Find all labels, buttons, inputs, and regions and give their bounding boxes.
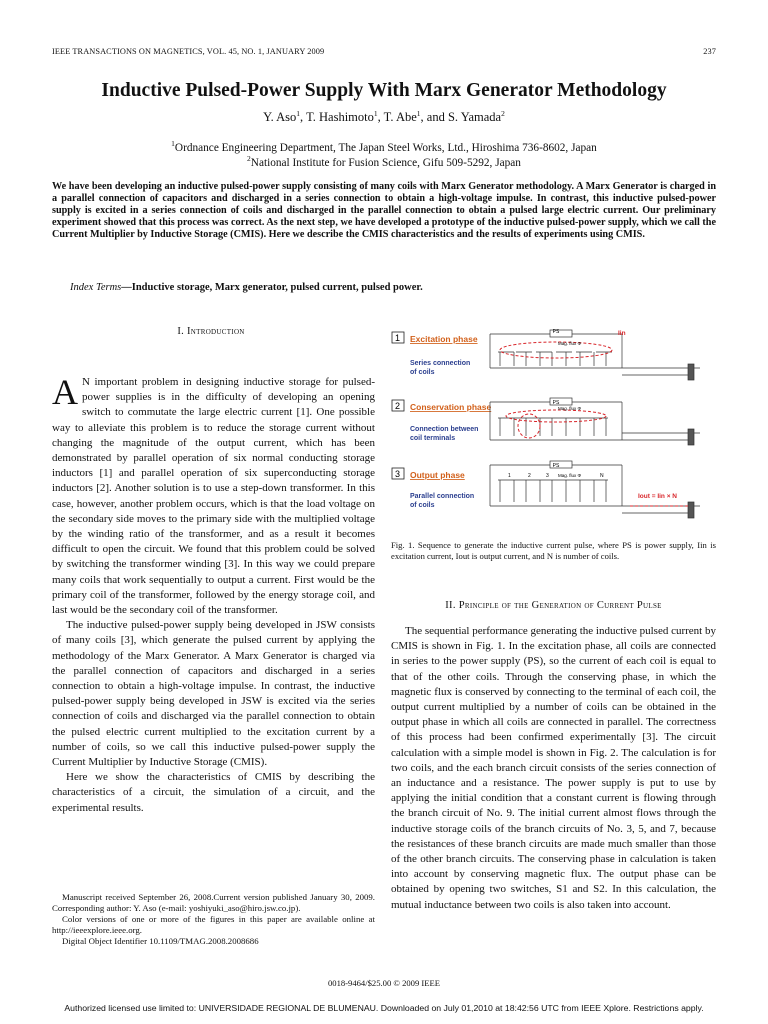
affiliation-text: Ordnance Engineering Department, The Japan Steel Works, Ltd., Hiroshima 736-8602, Japan: [174, 142, 597, 154]
section-heading-introduction: [52, 326, 370, 337]
author-affiliation-mark: 1: [373, 109, 378, 118]
flux-loop: [500, 342, 612, 358]
page-number: 237: [703, 47, 716, 56]
flux-loop: [518, 414, 540, 438]
load-block: [688, 502, 694, 518]
issn-line: 0018-9464/$25.00 © 2009 IEEE: [327, 978, 441, 988]
section-title: Principle of the Generation of Current Pulse: [458, 600, 662, 611]
phase-desc: of coils: [410, 502, 435, 509]
phase-number: 1: [395, 333, 401, 343]
phase-desc: of coils: [410, 369, 435, 376]
phase-desc: Parallel connection: [410, 493, 475, 500]
phase-name: Conservation phase: [410, 402, 492, 412]
drop-cap: A: [52, 372, 78, 412]
affiliation-1: [0, 139, 768, 154]
author-affiliation-mark: 1: [416, 109, 421, 118]
paragraph: The inductive pulsed-power supply being developed in JSW consists of many coils [3], which generate the pulsed current by applying the methodology of the Marx Generator. A Marx Generator is charged via the parallel connection of capacitors and discharged in a series connection to obtain a high-voltage impulse. In contrast, the inductive pulsed-power supply being developed in JSW is excited via the series connection of coils and discharged via the parallel connection to obtain the pulsed electric current multiplied to the excitation current by a number of coils, so we call this inductive pulsed-power supply the Current Multiplier by Inductive Storage (CMIS).: [52, 619, 375, 769]
author-separator: ,: [377, 110, 381, 124]
section-number: I.: [177, 326, 185, 337]
ps-label: PS: [552, 329, 560, 335]
phase-name: Excitation phase: [410, 334, 478, 344]
footnote-color: Color versions of one or more of the figures in this paper are available online at http://ieeexplore.ieee.org.: [52, 914, 375, 935]
coil-number: 1: [508, 473, 511, 479]
affiliation-mark: 1: [171, 139, 175, 148]
author: Y. Aso: [263, 110, 297, 124]
ps-label: PS: [552, 463, 560, 469]
ps-label: PS: [552, 400, 560, 406]
section-title: Introduction: [187, 326, 245, 337]
affiliation-text: National Institute for Fusion Science, Gifu 509-5292, Japan: [250, 157, 521, 169]
author: S. Yamada: [447, 110, 502, 124]
flux-label: Mag. flux Φ: [558, 406, 582, 411]
paragraph-text: important problem in designing inductive storage for pulsed-power supplies is in the difficulty of developing an opening switch to commutate the large electric current [1]. One possible way to alleviate this problem is to reduce the storage current without changing the magnitude of the output current, which has been demonstrated by parallel operation of six normal conducting storage inductors [1] and parallel operation of six superconducting storage inductors [2]. Another solution is to use a step-down transformer. In this case, however, another problem occurs, which is that the load voltage on the secondary side moves to the primary side with the multiplied voltage by the winding ratio of the transformer, and as a result it becomes difficult to open the circuit. We found that this problem could be solved by switching the transformer winding [3]. In this way we could prepare many coils that work sequentially to output a current. First would be the primary coil of the transformer, followed by the energy storage coil, and last would be the secondary coil of the transformer.: [52, 376, 375, 617]
footnotes: [52, 892, 375, 947]
flux-label: Mag. flux Φ: [558, 473, 582, 478]
phase-desc: coil terminals: [410, 435, 456, 442]
paragraph: [52, 372, 375, 618]
introduction-body: [52, 372, 375, 816]
footnote-manuscript: Manuscript received September 26, 2008.Current version published January 30, 2009. Corresponding author: Y. Aso (e-mail: yoshiyuki_aso@hiro.jsw.co.jp).: [52, 892, 375, 913]
principle-body: [391, 624, 716, 913]
running-header: [52, 47, 716, 61]
iin-label: Iin: [618, 330, 626, 337]
paragraph: The sequential performance generating the inductive pulsed current by CMIS is shown in Fig. 1. In the excitation phase, all coils are connected in series to the power supply (PS), so the current of each coil is equal to that of the other coils. Through the conserving phase, in which the magnetic flux is conserved by connecting to the terminal of each coil, the output current multiplied by a number of coils can be obtained in the output phase in which all coils are connected in parallel. The correctness of this process had been confirmed experimentally [3]. The circuit calculation with a simple model is shown in Fig. 2. The calculation is for two coils, and the each branch circuit consists of the series connection of an inductance and a resistance. The power supply is put to use by applying the initial condition that a constant current is flowing through the branch circuit of No. 9. The initial current almost flows through the inductive storage coils of the branch circuits of No. 3, 5, and 7, because the resistances of these branch circuits are made much smaller than those of the other branch circuits. The conserving phase in calculation is taken into account by conserving magnetic flux. The output phase can be obtained by opening two switches, S1 and S2. In this calculation, the mutual inductance between two coils is also taken into account.: [391, 625, 716, 911]
phase-desc: Series connection: [410, 360, 471, 367]
paper-title: Inductive Pulsed-Power Supply With Marx Generator Methodology: [101, 80, 667, 101]
paragraph: Here we show the characteristics of CMIS by describing the characteristics of a circuit, the simulation of a circuit, and the experimental results.: [52, 771, 375, 814]
coil-number: 3: [546, 473, 549, 479]
circuit-conservation: [490, 398, 700, 445]
load-block: [688, 429, 694, 445]
author-affiliation-mark: 1: [296, 109, 301, 118]
author-list: [0, 110, 768, 125]
journal-name: IEEE TRANSACTIONS ON MAGNETICS, VOL. 45, NO. 1, JANUARY 2009: [52, 47, 325, 56]
affiliation-2: [0, 154, 768, 169]
author: T. Hashimoto: [306, 110, 374, 124]
load-block: [688, 364, 694, 380]
figure-1: [390, 328, 716, 528]
index-terms-label: Index Terms: [70, 282, 122, 293]
phase-name: Output phase: [410, 470, 465, 480]
footnote-doi: Digital Object Identifier 10.1109/TMAG.2008.2008686: [62, 936, 259, 946]
index-terms: [70, 282, 716, 293]
section-number: II.: [445, 600, 456, 611]
abstract: We have been developing an inductive pulsed-power supply consisting of many coils with Marx Generator methodology. A Marx Generator is charged in a parallel connection of capacitors and discharged in a series connection to obtain a high-voltage impulse. In contrast, this inductive pulsed-power supply is excited in a series connection of coils and discharged in the parallel connection to obtain a pulsed large electric current. Our preliminary experiment showed that this process was correct. As the next step, we have developed a prototype of the inductive pulsed-power supply, which we call the Current Multiplier by Inductive Storage (CMIS). Here we describe the CMIS characteristics and the results of experiments using CMIS.: [52, 181, 716, 241]
section-heading-principle: [391, 600, 716, 611]
circuit-output: [490, 461, 700, 518]
phase-desc: Connection between: [410, 426, 479, 433]
authorized-use-line: Authorized licensed use limited to: UNIVERSIDADE REGIONAL DE BLUMENAU. Downloaded on July 01,2010 at 18:42:56 UTC from IEEE Xplore. Restrictions apply.: [64, 1003, 704, 1013]
flux-label: Mag. flux Φ: [558, 341, 582, 346]
coil-number: N: [600, 473, 604, 479]
phase-number: 3: [395, 469, 401, 479]
phase-number: 2: [395, 401, 401, 411]
flux-loop: [506, 410, 606, 422]
index-terms-text: —Inductive storage, Marx generator, pulsed current, pulsed power.: [121, 282, 423, 293]
author-and: , and: [420, 110, 445, 124]
circuit-excitation: [490, 330, 700, 380]
figure-1-caption: Fig. 1. Sequence to generate the inductive current pulse, where PS is power supply, Iin is excitation current, Iout is output current, and N is number of coils.: [391, 540, 716, 562]
iout-label: Iout = Iin × N: [638, 493, 678, 500]
author-affiliation-mark: 2: [501, 109, 505, 118]
author-separator: ,: [300, 110, 304, 124]
lead-caps: N: [82, 376, 90, 388]
affiliation-mark: 2: [247, 154, 251, 163]
author: T. Abe: [383, 110, 417, 124]
coil-number: 2: [528, 473, 531, 479]
